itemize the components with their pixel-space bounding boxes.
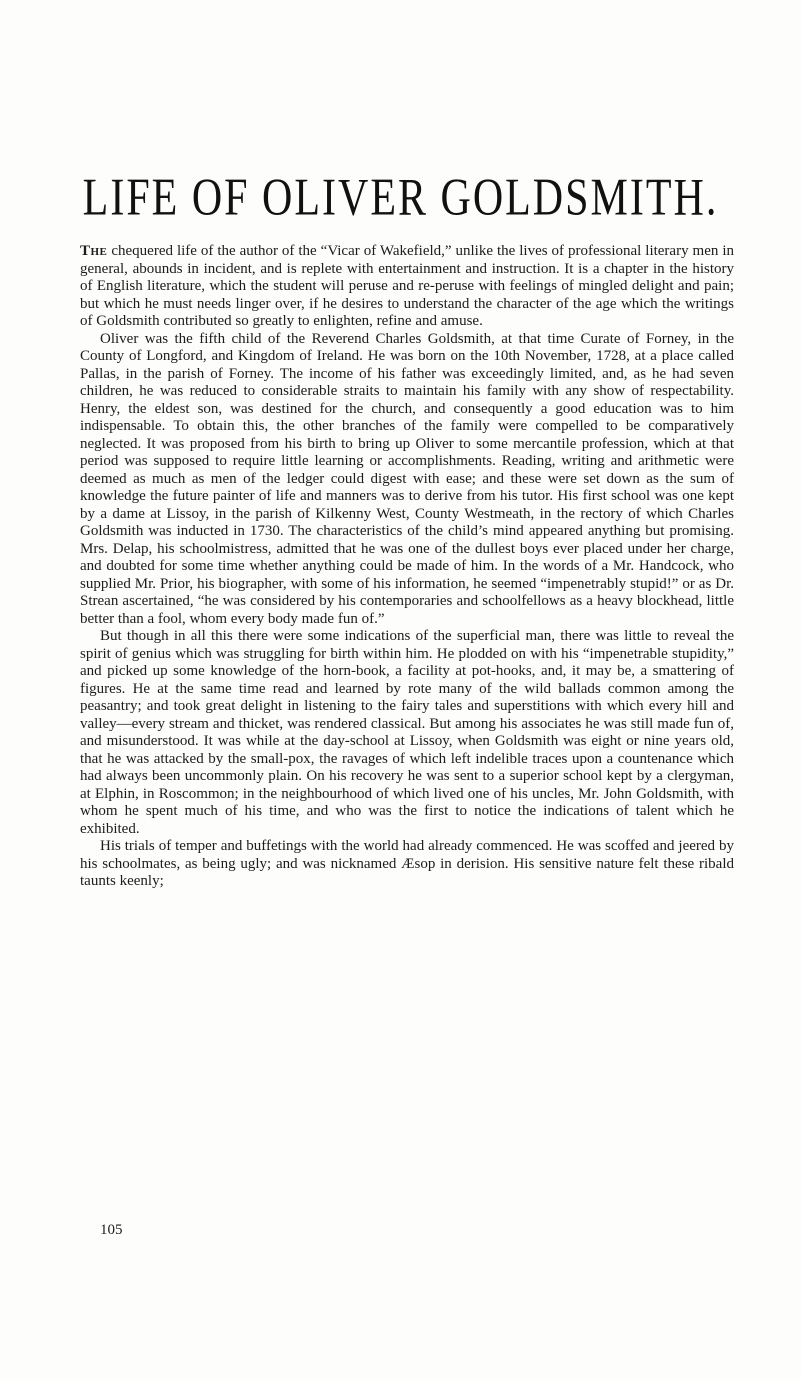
page-number: 105 — [100, 1222, 123, 1238]
paragraph-1-text: chequered life of the author of the “Vicar of Wakefield,” unlike the lives of professional literary men in general, abounds in incident, and is replete with entertainment and instruction. It is a chapter in the history of English literature, which the student will peruse and re-peruse with feelings of mingled delight and pain; but which he must needs linger over, if he desires to understand the character of the age which the writings of Goldsmith contributed so greatly to enlighten, refine and amuse. — [80, 243, 734, 329]
opening-word: The — [80, 243, 108, 259]
chapter-title: LIFE OF OLIVER GOLDSMITH. — [82, 169, 719, 227]
paragraph-1 — [80, 243, 734, 331]
body-text — [80, 243, 734, 891]
paragraph-3: But though in all this there were some indications of the superficial man, there was little to reveal the spirit of genius which was struggling for birth within him. He plodded on with his “impenetrable stupidity,” and picked up some knowledge of the horn-book, a facility at pot-hooks, and, it may be, a smattering of figures. He at the same time read and learned by rote many of the wild ballads common among the peasantry; and took great delight in listening to the fairy tales and superstitions with which every hill and valley—every stream and thicket, was rendered classical. But among his associates he was still made fun of, and misunderstood. It was while at the day-school at Lissoy, when Goldsmith was eight or nine years old, that he was attacked by the small-pox, the ravages of which left indelible traces upon a countenance which had always been uncommonly plain. On his recovery he was sent to a superior school kept by a clergyman, at Elphin, in Roscommon; in the neighbourhood of which lived one of his uncles, Mr. John Goldsmith, with whom he spent much of his time, and who was the first to notice the indications of talent which he exhibited. — [80, 628, 734, 837]
paragraph-2: Oliver was the fifth child of the Reverend Charles Goldsmith, at that time Curate of Forney, in the County of Longford, and Kingdom of Ireland. He was born on the 10th November, 1728, at a place called Pallas, in the parish of Forney. The income of his father was exceedingly limited, and, as he had seven children, he was reduced to considerable straits to maintain his family with any show of respectability. Henry, the eldest son, was destined for the church, and consequently a good education was to him indispensable. To obtain this, the other branches of the family were compelled to be comparatively neglected. It was proposed from his birth to bring up Oliver to some mercantile profession, which at that period was supposed to require little learning or accomplishments. Reading, writing and arithmetic were deemed as much as men of the ledger could digest with ease; and these were set down as the sum of knowledge the future painter of life and manners was to derive from his tutor. His first school was one kept by a dame at Lissoy, in the parish of Kilkenny West, County Westmeath, in the rectory of which Charles Goldsmith was inducted in 1730. The characteristics of the child’s mind appeared anything but promising. Mrs. Delap, his schoolmistress, admitted that he was one of the dullest boys ever placed under her charge, and doubted for some time whether anything could be made of him. In the words of a Mr. Handcock, who supplied Mr. Prior, his biographer, with some of his information, he seemed “impenetrably stupid!” or as Dr. Strean ascertained, “he was considered by his contemporaries and schoolfellows as a heavy blockhead, little better than a fool, whom every body made fun of.” — [80, 330, 734, 627]
paragraph-4: His trials of temper and buffetings with the world had already commenced. He was scoffed and jeered by his schoolmates, as being ugly; and was nicknamed Æsop in derision. His sensitive nature felt these ribald taunts keenly; — [80, 838, 734, 889]
